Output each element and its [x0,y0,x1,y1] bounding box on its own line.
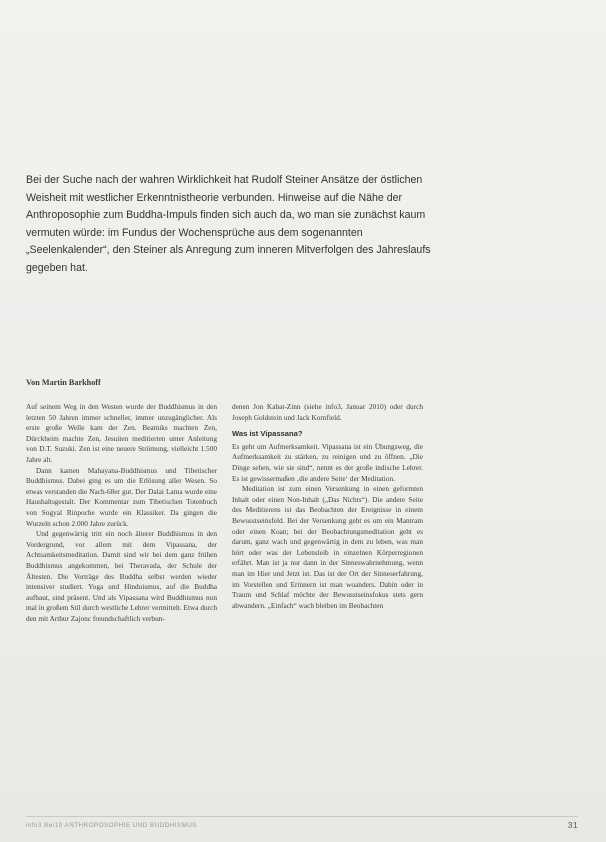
body-paragraph: Es geht um Aufmerksamkeit. Vipassana ist ein Übungsweg, die Aufmerksamkeit zu stärken, zu reinigen und zu öffnen. „Die Dinge sehen, wie sie sind“, nennt es der große indische Lehrer. Es ist gewissermaßen ‚die andere Seite‘ der Meditation. [232,441,423,483]
right-column [232,402,423,611]
section-subheading: Was ist Vipassana? [232,429,303,439]
body-paragraph: denen Jon Kabat-Zinn (siehe info3, Januar 2010) oder durch Joseph Goldstein und Jack Kornfield. [232,402,423,422]
page-number: 31 [567,820,578,830]
body-paragraph: Auf seinem Weg in den Westen wurde der Buddhismus in den letzten 50 Jahren immer schneller, immer unzugänglicher. Als erste große Welle kam der Zen. Beatniks machten Zen, Dürckheim machte Zen, Jesuiten meditierten unter Anleitung von D.T. Suzuki. Zen ist eine neuere Strömung, vielleicht 1.500 Jahre alt. [26,402,217,464]
left-column [26,402,217,624]
author-byline: Von Martin Barkhoff [26,378,101,387]
body-paragraph: Dann kamen Mahayana-Buddhismus und Tibetischer Buddhismus. Dabei ging es um die Erlösung aller Wesen. So etwas verstanden die Nach-68er gut. Der Dalai Lama wurde eine Haushaltsgestalt. Der Kommentar zum Tibetischen Totenbuch von Sogyal Rinpoche wurde ein Klassiker. Da gingen die Wurzeln schon 2.000 Jahre zurück. [26,465,217,528]
body-paragraph: Meditation ist zum einen Versenkung in einen geformten Inhalt oder einen Non-Inhalt („Das Nichts“). Die andere Seite des Meditierens ist das Beobachten der Ereignisse in einem Bewusstseinsfeld. Bei der Versenkung geht es um ein Mantram oder einen Koan; bei der Beobachtungsmeditation geht es darum, ganz wach und gegenwärtig in dem zu leben, was man hört oder was der Lebensleib in einzelnen Körperregionen erfährt. Man ist ja nur dann in der Sinneswahrnehmung, wenn man im Hier und Jetzt ist. Das ist der Ort der Sinneserfahrung, im Vorstellen und Erinnern ist man woanders. Dahin oder in Traum und Schlaf möchte der Bewusstseinsfokus stets gern abwandern. „Einfach“ wach bleiben im Beobachten [232,484,423,610]
intro-paragraph: Bei der Suche nach der wahren Wirklichkeit hat Rudolf Steiner Ansätze der östlichen Weisheit mit westlicher Erkenntnistheorie verbunden. Hinweise auf die Nähe der Anthroposophie zum Buddha-Impuls finden sich auch da, wo man sie zunächst kaum vermuten würde: im Fundus der Wochensprüche aus dem sogenannten „Seelenkalender“, den Steiner als Anregung zum inneren Mitverfolgen des Jahreslaufs gegeben hat. [26,174,431,274]
page-footer [26,816,578,830]
body-paragraph: Und gegenwärtig tritt ein noch älterer Buddhismus in den Vordergrund, vor allem mit dem Vipassana, der Achtsamkeitsmeditation. Damit sind wir bei dem ganz frühen Buddhismus angekommen, bei Theravada, der Schule der Ältesten. Die Vorträge des Buddha selbst werden wieder intensiver studiert. Yoga und Hinduismus, auf die Buddha aufbaut, sind präsent. Und als Vipassana wird Buddhismus nun mal in großem Stil durch westliche Lehrer vermittelt. Etwa durch den mit Arthur Zajonc freundschaftlich verbun- [26,529,217,623]
footer-running-title: info3 Be/10 ANTHROPOSOPHIE UND BUDDHISMUS [26,821,197,829]
